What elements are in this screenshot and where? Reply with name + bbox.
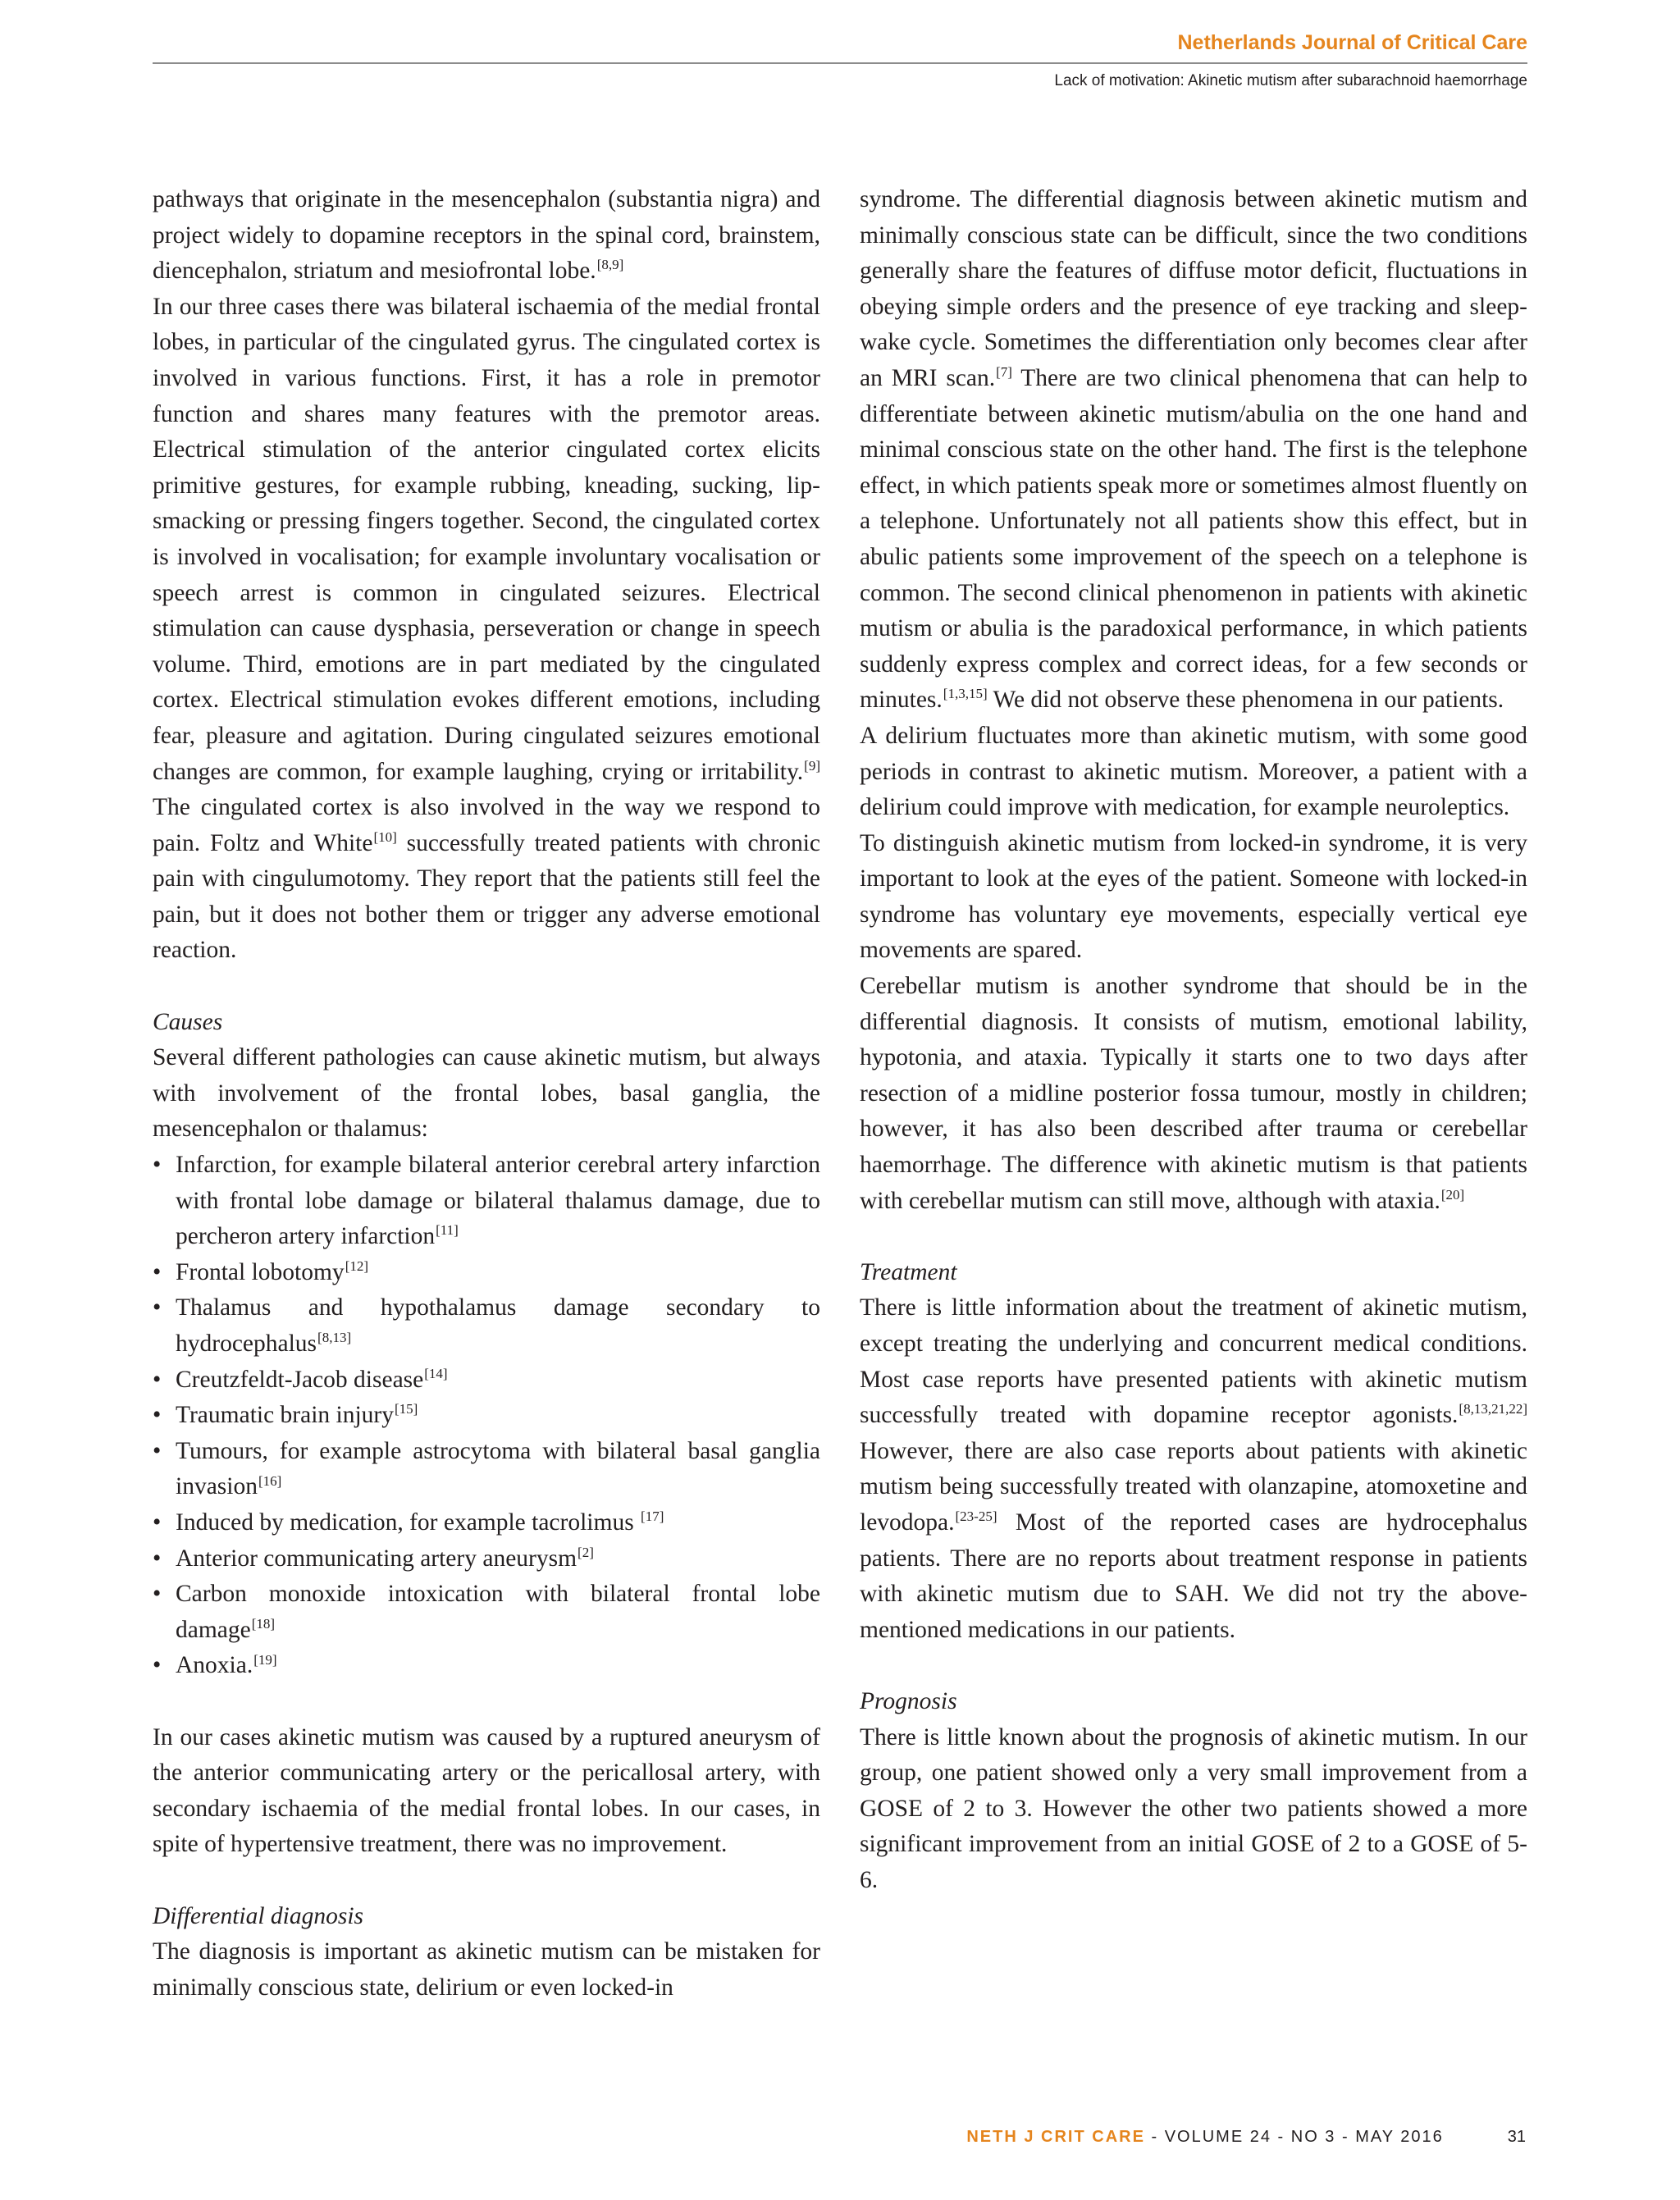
causes-list <box>153 1148 820 1684</box>
left-column <box>153 182 820 2006</box>
citation-ref: [12] <box>345 1257 369 1274</box>
citation-ref: [16] <box>258 1472 282 1489</box>
paragraph-delirium: A delirium fluctuates more than akinetic mutism, with some good periods in contrast to akinetic mutism. Moreover, a patient with a delirium could improve with medication, for example neuroleptics. <box>860 722 1527 821</box>
list-item-text: Frontal lobotomy <box>176 1258 345 1285</box>
paragraph-text: We did not observe these phenomena in our patients. <box>987 687 1504 714</box>
paragraph-causes-intro: Several different pathologies can cause akinetic mutism, but always with involvement of the frontal lobes, basal ganglia, the mesencephalon or thalamus: <box>153 1044 820 1143</box>
list-item-text: Induced by medication, for example tacrolimus <box>176 1509 641 1536</box>
bullet-icon: • <box>153 1509 162 1536</box>
page-footer <box>966 2128 1526 2147</box>
list-item <box>153 1541 820 1577</box>
list-item <box>153 1148 820 1255</box>
paragraph-diagnosis-intro: The diagnosis is important as akinetic mutism can be mistaken for minimally conscious state, delirium or even locked-in <box>153 1938 820 2001</box>
list-item <box>153 1398 820 1434</box>
paragraph-minimally-conscious <box>860 182 1527 719</box>
paragraph-text: Most of the reported cases are hydrocephalus patients. There are no reports about treatment response in patients with akinetic mutism due to SAH. We did not try the above-mentioned medications in our patients. <box>860 1509 1527 1643</box>
paragraph-locked-in: To distinguish akinetic mutism from locked-in syndrome, it is very important to look at the eyes of the patient. Someone with locked-in syndrome has voluntary eye movements, especially vertical eye movements are spared. <box>860 829 1527 964</box>
paragraph-prognosis: There is little known about the prognosis of akinetic mutism. In our group, one patient showed only a very small improvement from a GOSE of 2 to 3. However the other two patients showed a more significant improvement from an initial GOSE of 2 to a GOSE of 5-6. <box>860 1723 1527 1893</box>
citation-ref: [10] <box>373 828 397 845</box>
list-item-text: Infarction, for example bilateral anterior cerebral artery infarction with frontal lobe damage or bilateral thalamus damage, due to percheron artery infarction <box>176 1152 820 1250</box>
bullet-icon: • <box>153 1545 162 1572</box>
citation-ref: [8,13,21,22] <box>1459 1401 1527 1417</box>
list-item-text: Thalamus and hypothalamus damage secondary to hydrocephalus <box>176 1294 820 1357</box>
section-heading-differential-diagnosis: Differential diagnosis <box>153 1902 364 1929</box>
right-column <box>860 182 1527 1899</box>
list-item-text: Anterior communicating artery aneurysm <box>176 1545 578 1572</box>
citation-ref: [14] <box>424 1365 448 1381</box>
bullet-icon: • <box>153 1652 162 1679</box>
bullet-icon: • <box>153 1581 162 1608</box>
paragraph-gap <box>153 1684 820 1720</box>
citation-ref: [2] <box>578 1544 594 1560</box>
paragraph-text: syndrome. The differential diagnosis between akinetic mutism and minimally conscious state can be difficult, since the two conditions generally share the features of diffuse motor deficit, fluctuations in obeying simple orders and the presence of eye tracking and sleep-wake cycle. Sometimes the differentiation only becomes clear after an MRI scan. <box>860 186 1527 391</box>
section-heading-causes: Causes <box>153 1008 223 1035</box>
paragraph-text: The cingulated cortex is also involved in the way we respond to pain. Foltz and White <box>153 794 820 856</box>
bullet-icon: • <box>153 1258 162 1285</box>
section-heading-treatment: Treatment <box>860 1258 957 1285</box>
list-item <box>153 1505 820 1541</box>
citation-ref: [15] <box>395 1401 418 1417</box>
citation-ref: [19] <box>253 1651 277 1668</box>
list-item <box>153 1255 820 1291</box>
list-item <box>153 1434 820 1505</box>
paragraph-text: There is little information about the treatment of akinetic mutism, except treating the underlying and concurrent medical conditions. Most case reports have presented patients with akinetic mutism successfully treated with dopamine receptor agonists. <box>860 1294 1527 1429</box>
citation-ref: [8,13] <box>317 1330 352 1346</box>
paragraph-treatment <box>860 1290 1527 1648</box>
list-item <box>153 1577 820 1648</box>
bullet-icon: • <box>153 1152 162 1179</box>
list-item <box>153 1648 820 1684</box>
citation-ref: [9] <box>804 757 820 774</box>
bullet-icon: • <box>153 1437 162 1464</box>
paragraph-our-cases: In our cases akinetic mutism was caused by a ruptured aneurysm of the anterior communicating artery or the pericallosal artery, with secondary ischaemia of the medial frontal lobes. In our cases, in spite of hypertensive treatment, there was no improvement. <box>153 1723 820 1858</box>
citation-ref: [11] <box>436 1222 459 1239</box>
citation-ref: [8,9] <box>596 257 624 273</box>
bullet-icon: • <box>153 1294 162 1321</box>
paragraph-cingulate-ischaemia <box>153 290 820 969</box>
journal-title: Netherlands Journal of Critical Care <box>1177 31 1527 54</box>
paragraph-gap <box>860 1219 1527 1255</box>
page-number: 31 <box>1507 2128 1526 2146</box>
paragraph-text: In our three cases there was bilateral ischaemia of the medial frontal lobes, in particular of the cingulated gyrus. The cingulated cortex is involved in various functions. First, it has a role in premotor function and shares many features with the premotor areas. Electrical stimulation of the anterior cingulated cortex elicits primitive gestures, for example rubbing, kneading, sucking, lip-smacking or pressing fingers together. Second, the cingulated cortex is involved in vocalisation; for example involuntary vocalisation or speech arrest is common in cingulated seizures. Electrical stimulation can cause dysphasia, perseveration or change in speech volume. Third, emotions are in part mediated by the cingulated cortex. Electrical stimulation evokes different emotions, including fear, pleasure and agitation. During cingulated seizures emotional changes are common, for example laughing, crying or irritability. <box>153 293 820 785</box>
paragraph-text: Cerebellar mutism is another syndrome that should be in the differential diagnosis. It consists of mutism, emotional lability, hypotonia, and ataxia. Typically it starts one to two days after resection of a midline posterior fossa tumour, mostly in children; however, it has also been described after trauma or cerebellar haemorrhage. The difference with akinetic mutism is that patients with cerebellar mutism can still move, although with ataxia. <box>860 973 1527 1214</box>
paragraph-gap <box>153 1863 820 1899</box>
paragraph-cerebellar-mutism <box>860 969 1527 1219</box>
citation-ref: [1,3,15] <box>943 686 988 702</box>
citation-ref: [23-25] <box>955 1509 998 1525</box>
bullet-icon: • <box>153 1366 162 1393</box>
paragraph-text: pathways that originate in the mesencephalon (substantia nigra) and project widely to dopamine receptors in the spinal cord, brainstem, diencephalon, striatum and mesiofrontal lobe. <box>153 186 820 285</box>
header-rule <box>153 62 1527 64</box>
citation-ref: [7] <box>996 364 1012 381</box>
citation-ref: [17] <box>641 1509 664 1525</box>
list-item-text: Creutzfeldt-Jacob disease <box>176 1366 424 1393</box>
paragraph-neurotransmitter-pathways <box>153 182 820 290</box>
citation-ref: [20] <box>1440 1186 1465 1203</box>
paragraph-text: successfully treated patients with chronic pain with cingulumotomy. They report that the patients still feel the pain, but it does not bother them or trigger any adverse emotional reaction. <box>153 829 820 964</box>
paragraph-text: There are two clinical phenomena that can help to differentiate between akinetic mutism/abulia on the one hand and minimal conscious state on the other hand. The first is the telephone effect, in which patients speak more or sometimes almost fluently on a telephone. Unfortunately not all patients show this effect, but in abulic patients some improvement of the speech on a telephone is common. The second clinical phenomenon in patients with akinetic mutism or abulia is the paradoxical performance, in which patients suddenly express complex and correct ideas, for a few seconds or minutes. <box>860 364 1527 714</box>
list-item-text: Carbon monoxide intoxication with bilateral frontal lobe damage <box>176 1581 820 1643</box>
citation-ref: [18] <box>251 1615 276 1632</box>
paragraph-gap <box>153 969 820 1005</box>
list-item <box>153 1290 820 1362</box>
list-item-text: Traumatic brain injury <box>176 1402 395 1429</box>
footer-issue: - VOLUME 24 - NO 3 - MAY 2016 <box>1144 2128 1444 2146</box>
running-title: Lack of motivation: Akinetic mutism after subarachnoid haemorrhage <box>1054 72 1527 89</box>
bullet-icon: • <box>153 1402 162 1429</box>
footer-journal-abbrev: NETH J CRIT CARE <box>966 2128 1145 2146</box>
paragraph-text: However, there are also case reports about patients with akinetic mutism being successfully treated with olanzapine, atomoxetine and levodopa. <box>860 1437 1527 1536</box>
list-item-text: Anoxia. <box>176 1652 253 1679</box>
section-heading-prognosis: Prognosis <box>860 1687 957 1714</box>
list-item-text: Tumours, for example astrocytoma with bilateral basal ganglia invasion <box>176 1437 820 1500</box>
list-item <box>153 1362 820 1399</box>
paragraph-gap <box>860 1648 1527 1684</box>
